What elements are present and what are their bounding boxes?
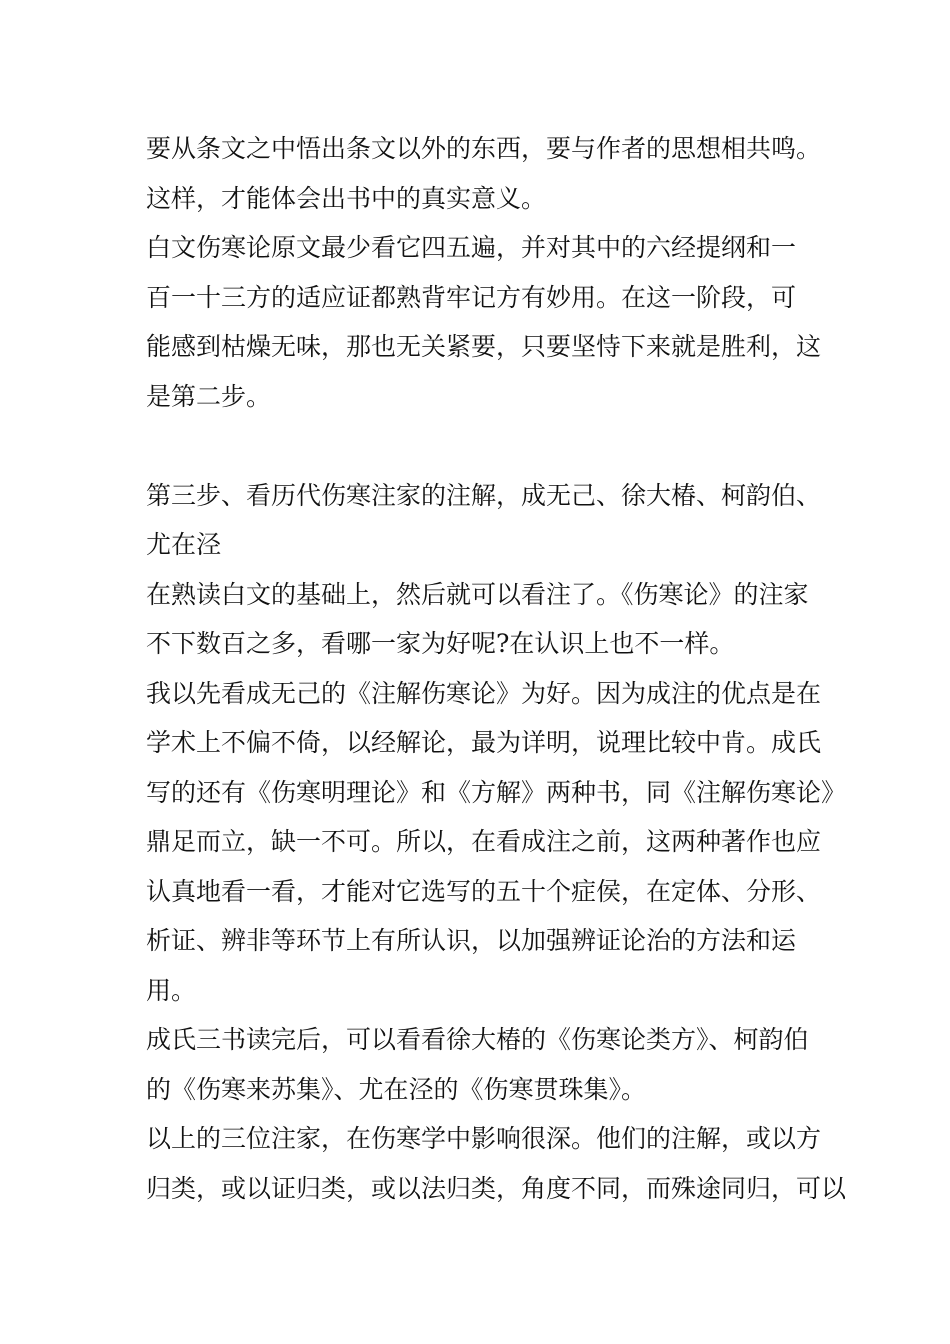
text-line: 鼎足而立，缺一不可。所以，在看成注之前，这两种著作也应 [146,827,822,856]
text-line: 认真地看一看，才能对它选写的五十个症侯，在定体、分形、 [146,876,822,906]
text-line: 成氏三书读完后，可以看看徐大椿的《伤寒论类方》、柯韵伯 [146,1025,809,1054]
text-line: 我以先看成无己的《注解伤寒论》为好。因为成注的优点是在 [146,678,822,708]
text-line: 是第二步。 [146,381,272,411]
text-line: 用。 [146,975,197,1005]
body-text [146,124,847,1213]
text-line: 能感到枯燥无味，那也无关紧要，只要坚恃下来就是胜利，这 [146,332,822,361]
blank-line [146,421,816,471]
text-line: 写的还有《伤寒明理论》和《方解》两种书，同《注解伤寒论》 [146,777,847,807]
text-line: 要从条文之中悟出条文以外的东西，要与作者的思想相共鸣。 [146,134,822,163]
section-heading: 第三步、看历代伤寒注家的注解，成无己、徐大椿、柯韵伯、 [146,480,822,510]
section-heading-continued: 尤在泾 [146,530,222,559]
text-line: 这样，才能体会出书中的真实意义。 [146,183,547,213]
text-line: 在熟读白文的基础上，然后就可以看注了。《伤寒论》的注家 [146,579,809,609]
text-line: 不下数百之多，看哪一家为好呢?在认识上也不一样。 [146,629,735,658]
text-line: 的《伤寒来苏集》、尤在泾的《伤寒贯珠集》。 [146,1074,647,1104]
text-line: 学术上不偏不倚，以经解论，最为详明，说理比较中肯。成氏 [146,728,822,757]
text-line: 析证、辨非等环节上有所认识，以加强辨证论治的方法和运 [146,926,797,955]
text-line: 百一十三方的适应证都熟背牢记方有妙用。在这一阶段，可 [146,282,797,312]
text-line: 白文伤寒论原文最少看它四五遍，并对其中的六经提纲和一 [146,233,797,262]
text-line: 以上的三位注家，在伤寒学中影响很深。他们的注解，或以方 [146,1124,822,1153]
text-line: 归类，或以证归类，或以法归类，角度不同，而殊途同归，可以 [146,1173,847,1203]
